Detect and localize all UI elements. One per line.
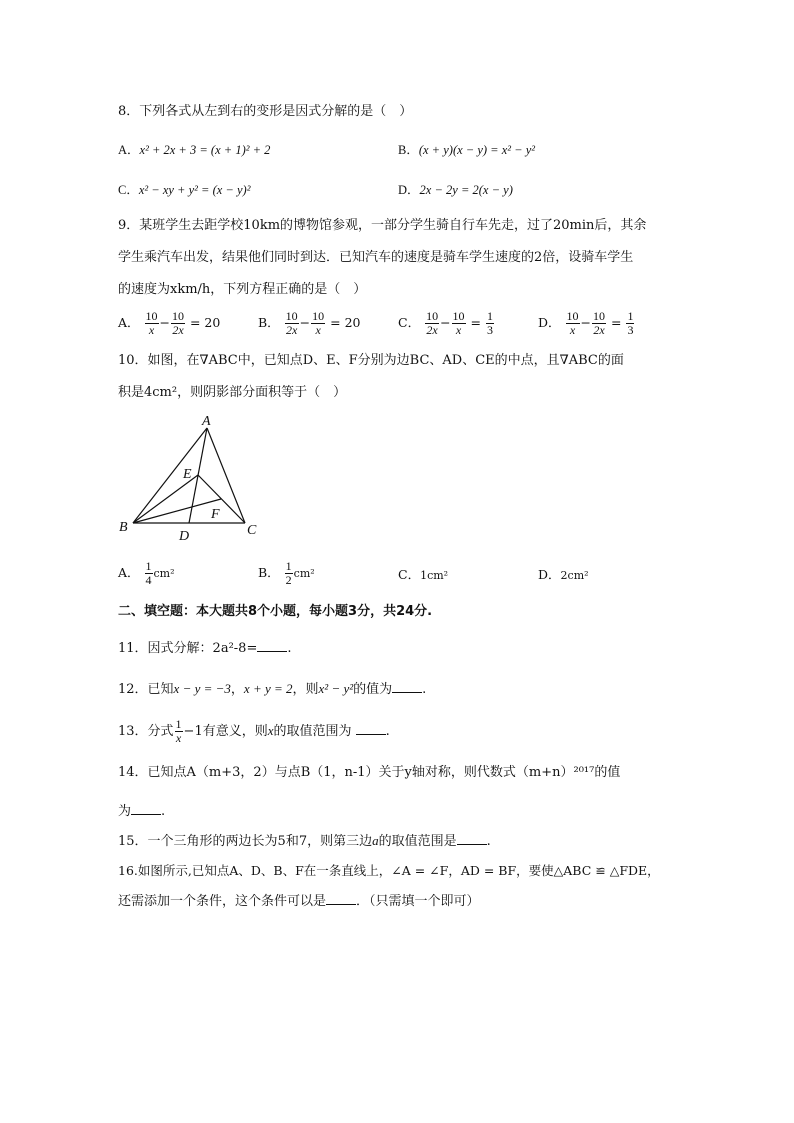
q12-sep: ， xyxy=(230,682,244,697)
equals-sign: = xyxy=(470,315,482,330)
numerator: 1 xyxy=(487,309,493,323)
q9-option-d xyxy=(538,310,635,337)
denominator: 3 xyxy=(487,323,493,337)
fraction xyxy=(145,310,159,337)
q12-cond-1: x − y = −3 xyxy=(173,681,231,696)
q15 xyxy=(118,832,491,851)
numerator: 10 xyxy=(566,309,579,323)
fraction xyxy=(626,310,634,337)
numerator: 10 xyxy=(312,309,325,323)
q15-pre: 15．一个三角形的两边长为5和7，则第三边 xyxy=(118,834,373,849)
numerator: 1 xyxy=(175,717,182,731)
q13-var: x xyxy=(267,723,274,738)
denominator: x xyxy=(455,323,462,337)
q8-b-label: B． xyxy=(398,143,419,157)
unit: cm² xyxy=(293,567,315,580)
q8-d-label: D． xyxy=(398,183,420,197)
answer-blank[interactable] xyxy=(326,892,356,905)
q13-pre: 13．分式 xyxy=(118,724,174,739)
answer-blank[interactable] xyxy=(392,680,422,693)
denominator: 2x xyxy=(593,323,605,337)
fraction xyxy=(175,718,183,745)
numerator: 1 xyxy=(285,559,292,573)
minus-sign: − xyxy=(299,315,311,330)
q8-c-expr: x² − xy + y² = (x − y)² xyxy=(138,183,251,197)
q9-line-2: 学生乘汽车出发，结果他们同时到达．已知汽车的速度是骑车学生速度的2倍，设骑车学生 xyxy=(118,250,634,265)
fraction xyxy=(592,310,606,337)
q10-option-a xyxy=(118,560,175,587)
denominator: 2x xyxy=(172,323,184,337)
q15-var: a xyxy=(372,833,379,848)
fraction xyxy=(145,560,153,587)
label-a: A xyxy=(202,414,211,429)
fraction xyxy=(486,310,494,337)
q9-option-b xyxy=(258,310,361,337)
q8-stem: 8．下列各式从左到右的变形是因式分解的是（ ） xyxy=(118,104,413,119)
q8-d-expr: 2x − 2y = 2(x − y) xyxy=(419,183,513,197)
numerator: 10 xyxy=(172,309,184,323)
equals-20: = 20 xyxy=(189,315,221,330)
q12-post: 的值为 xyxy=(353,682,393,697)
q8-c-label: C． xyxy=(118,183,139,197)
q8-b-expr: (x + y)(x − y) = x² − y² xyxy=(418,143,536,157)
q12-cond-2: x + y = 2 xyxy=(243,681,293,696)
label-b: B xyxy=(119,520,128,535)
q10-b-label: B． xyxy=(258,565,280,580)
label-d: D xyxy=(179,529,190,544)
segment-ab xyxy=(133,428,207,523)
denominator: 4 xyxy=(145,573,152,587)
q9-d-label: D． xyxy=(538,315,561,330)
denominator: 2x xyxy=(286,323,298,337)
q10-c-label: C． xyxy=(398,567,421,582)
q8-option-b xyxy=(398,141,535,159)
fraction xyxy=(425,310,439,337)
q9-line-1: 9．某班学生去距学校10km的博物馆参观，一部分学生骑自行车先走，过了20min后，其余 xyxy=(118,218,647,233)
q8-option-a xyxy=(118,141,270,159)
q10-option-c xyxy=(398,566,448,585)
q9-option-c xyxy=(398,310,495,337)
q16-line2-end: ．（只需填一个即可） xyxy=(356,894,480,909)
q14-line-1: 14．已知点A（m+3，2）与点B（1，n-1）关于y轴对称，则代数式（m+n）²⁰¹⁷的值 xyxy=(118,765,621,780)
answer-blank[interactable] xyxy=(257,639,287,652)
denominator: x xyxy=(569,323,576,337)
q10-line-2: 积是4cm²，则阴影部分面积等于（ ） xyxy=(118,385,347,400)
numerator: 10 xyxy=(452,309,465,323)
q15-post: 的取值范围是 xyxy=(378,834,457,849)
denominator: 2x xyxy=(426,323,438,337)
fraction xyxy=(311,310,325,337)
q16-line2-text: 还需添加一个条件，这个条件可以是 xyxy=(118,894,327,909)
minus-sign: − xyxy=(580,315,591,330)
fraction xyxy=(285,310,299,337)
q11-text: 11．因式分解：2a²-8= xyxy=(118,641,258,656)
denominator: 3 xyxy=(627,323,634,337)
fraction xyxy=(285,560,293,587)
q8-a-label: A． xyxy=(118,143,140,157)
q8-option-d xyxy=(398,181,513,199)
segment-bf xyxy=(133,499,221,523)
q8-a-expr: x² + 2x + 3 = (x + 1)² + 2 xyxy=(139,143,271,157)
q9-c-label: C． xyxy=(398,315,421,330)
q9-line-3: 的速度为xkm/h，下列方程正确的是（ ） xyxy=(118,282,367,297)
q11 xyxy=(118,639,291,658)
q14-line-2 xyxy=(118,802,165,821)
fraction xyxy=(452,310,466,337)
q9-option-a xyxy=(118,310,220,337)
q10-option-d xyxy=(538,566,589,585)
fraction xyxy=(566,310,580,337)
label-e: E xyxy=(183,467,192,482)
q15-end: . xyxy=(486,834,491,849)
numerator: 10 xyxy=(285,309,298,323)
denominator: x xyxy=(175,731,182,745)
q16-line-2 xyxy=(118,892,480,911)
section-heading: 二、填空题：本大题共8个小题，每小题3分，共24分. xyxy=(118,604,433,619)
numerator: 10 xyxy=(593,309,605,323)
q12 xyxy=(118,680,426,699)
q13-mid: −1有意义，则 xyxy=(183,724,268,739)
q12-pre: 12．已知 xyxy=(118,682,174,697)
q13-end: . xyxy=(385,724,390,739)
answer-blank[interactable] xyxy=(457,832,487,845)
q10-option-b xyxy=(258,560,315,587)
denominator: 2 xyxy=(285,573,292,587)
q12-mid: ，则 xyxy=(292,682,319,697)
minus-sign: − xyxy=(159,315,170,330)
q9-b-label: B． xyxy=(258,315,280,330)
minus-sign: − xyxy=(440,315,451,330)
q8-option-c xyxy=(118,181,250,199)
q10-c-value: 1cm² xyxy=(420,569,449,582)
answer-blank[interactable] xyxy=(131,802,161,815)
q10-a-label: A． xyxy=(118,565,140,580)
label-f: F xyxy=(211,507,220,522)
segment-ec xyxy=(198,475,245,523)
denominator: x xyxy=(315,323,321,337)
numerator: 10 xyxy=(426,309,439,323)
q11-end: . xyxy=(287,641,292,656)
q16-line-1: 16.如图所示,已知点A、D、B、F在一条直线上，∠A = ∠F，AD = BF，要使△ABC ≌ △FDE， xyxy=(118,863,660,878)
numerator: 10 xyxy=(145,309,158,323)
equals-20: = 20 xyxy=(330,315,361,330)
fraction xyxy=(171,310,185,337)
q12-expr: x² − y² xyxy=(318,681,354,696)
q13 xyxy=(118,718,390,745)
q10-line-1: 10．如图，在∇ABC中，已知点D、E、F分别为边BC、AD、CE的中点，且∇ABC的面 xyxy=(118,353,624,368)
numerator: 1 xyxy=(627,309,634,323)
label-c: C xyxy=(247,523,257,538)
q10-d-label: D． xyxy=(538,567,561,582)
equals-sign: = xyxy=(610,315,622,330)
q12-end: . xyxy=(422,682,427,697)
unit: cm² xyxy=(153,567,175,580)
q9-a-label: A． xyxy=(118,315,140,330)
q14-line2-text: 为 xyxy=(118,804,132,819)
q10-d-value: 2cm² xyxy=(560,569,589,582)
q14-end: . xyxy=(161,804,166,819)
q13-post: 的取值范围为 xyxy=(273,724,356,739)
numerator: 1 xyxy=(145,559,152,573)
denominator: x xyxy=(148,323,155,337)
answer-blank[interactable] xyxy=(356,722,386,735)
triangle-figure xyxy=(115,412,275,548)
